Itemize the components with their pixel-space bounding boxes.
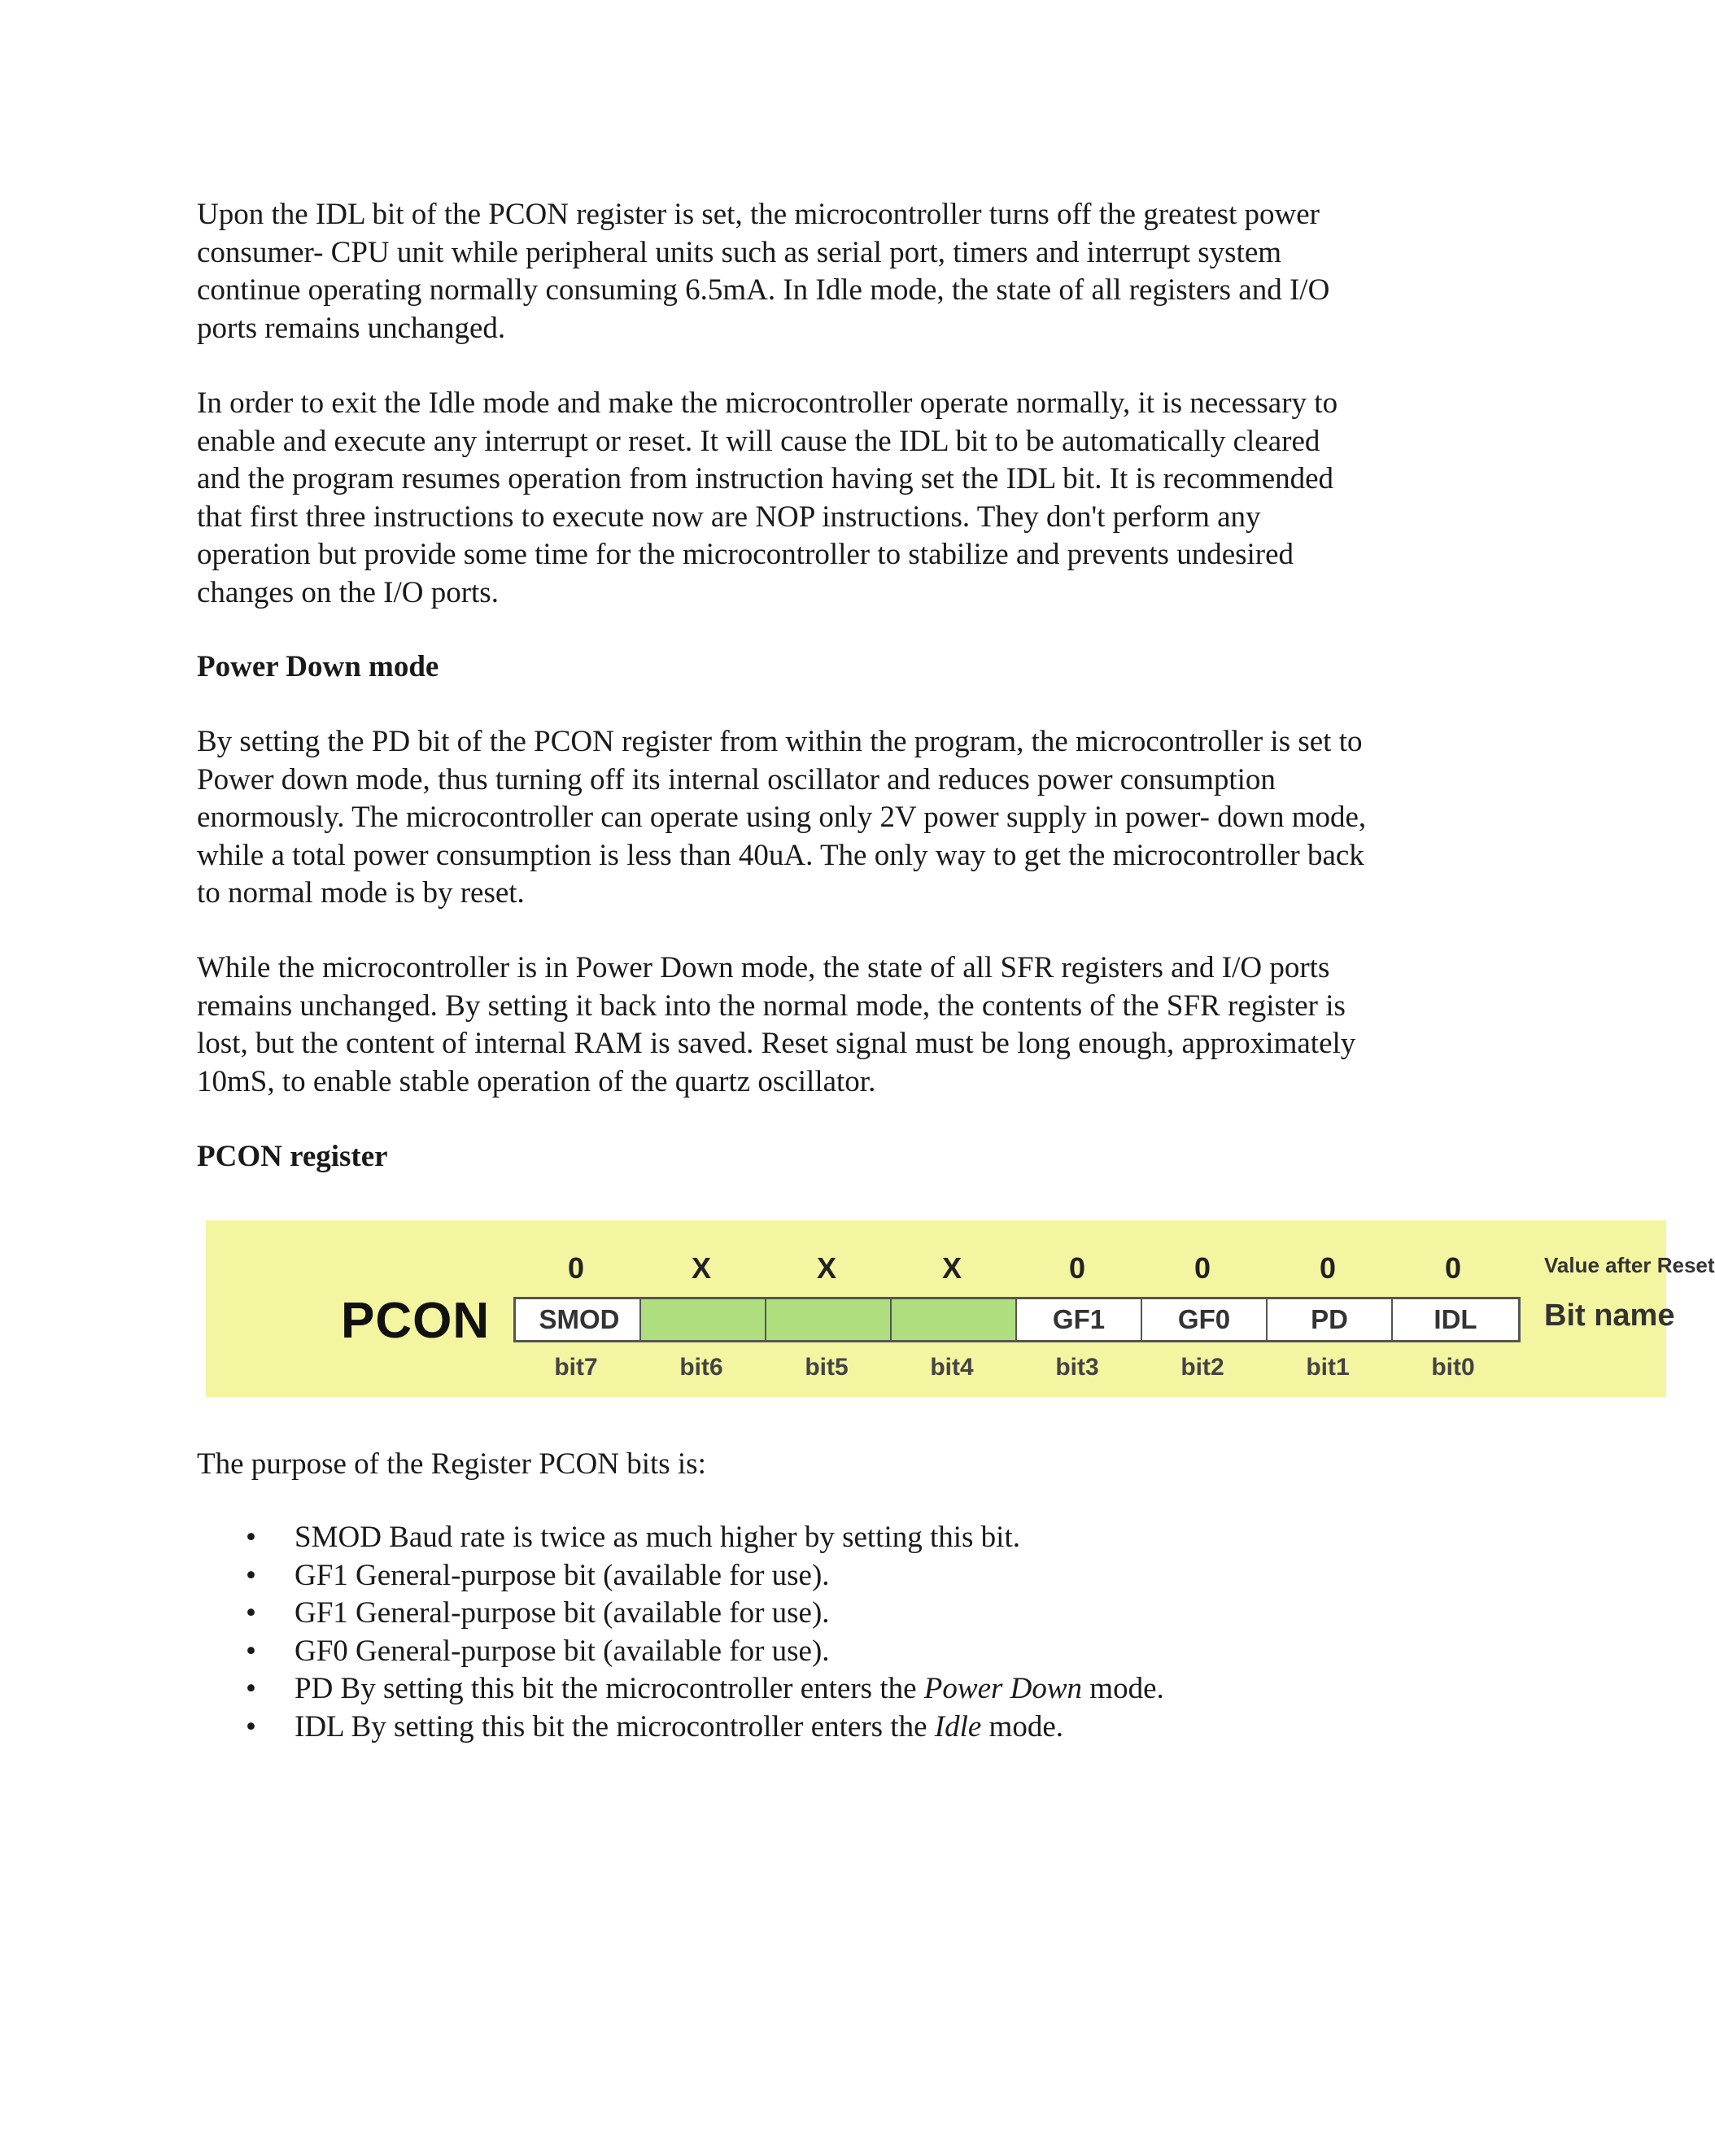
reset-value-bit7: 0 bbox=[567, 1251, 585, 1285]
bit-label: bit1 bbox=[1306, 1354, 1350, 1381]
pcon-bit-list bbox=[197, 1519, 1164, 1746]
bullet-icon: • bbox=[246, 1596, 256, 1630]
bit-cell-gf1: GF1 bbox=[1017, 1299, 1142, 1340]
pcon-register-diagram bbox=[206, 1220, 1715, 1397]
bit-label: bit7 bbox=[554, 1354, 598, 1381]
bit-cell-idl: IDL bbox=[1393, 1299, 1518, 1340]
paragraph-idle-2 bbox=[197, 385, 1515, 612]
bit-label: bit3 bbox=[1055, 1354, 1099, 1381]
paragraph-power-1 bbox=[197, 723, 1515, 913]
reset-value-bit3: 0 bbox=[1068, 1251, 1086, 1285]
text-line: remains unchanged. By setting it back into the normal mode, the contents of the SFR register is bbox=[197, 989, 1346, 1023]
bit-label: bit5 bbox=[805, 1354, 849, 1381]
list-item-emphasis: Idle bbox=[934, 1709, 982, 1744]
bit-cell-unused bbox=[641, 1299, 766, 1340]
bit-cell-gf0: GF0 bbox=[1142, 1299, 1268, 1340]
text-line: changes on the I/O ports. bbox=[197, 575, 499, 609]
list-item-text: PD By setting this bit the microcontroller enters the bbox=[295, 1672, 924, 1705]
list-item-text: GF1 General-purpose bit (available for use). bbox=[295, 1558, 830, 1592]
list-item bbox=[197, 1519, 1164, 1557]
text-line: enable and execute any interrupt or reset. It will cause the IDL bit to be automatically cleared bbox=[197, 424, 1320, 458]
legend-reset-value: Value after Reset bbox=[1544, 1253, 1715, 1277]
reset-value-row bbox=[513, 1251, 1516, 1285]
text-line: By setting the PD bit of the PCON register from within the program, the microcontroller is set to bbox=[197, 725, 1363, 758]
bullet-icon: • bbox=[246, 1634, 256, 1668]
text-line: Power down mode, thus turning off its internal oscillator and reduces power consumption bbox=[197, 762, 1276, 796]
bit-cell-unused bbox=[892, 1299, 1017, 1340]
bit-cell-unused bbox=[766, 1299, 892, 1340]
reset-value-bit6: X bbox=[691, 1251, 711, 1285]
reset-value-bit0: 0 bbox=[1444, 1251, 1462, 1285]
list-item-text: GF1 General-purpose bit (available for use). bbox=[295, 1596, 830, 1630]
text-line: that first three instructions to execute now are NOP instructions. They don't perform any bbox=[197, 500, 1261, 534]
bit-cell-pd: PD bbox=[1268, 1299, 1393, 1340]
text-line: While the microcontroller is in Power Down mode, the state of all SFR registers and I/O ports bbox=[197, 951, 1330, 984]
register-bit-cells bbox=[513, 1297, 1521, 1342]
text-line: ports remains unchanged. bbox=[197, 311, 506, 345]
bit-label: bit4 bbox=[930, 1354, 974, 1381]
bit-label-row bbox=[513, 1354, 1516, 1381]
list-item bbox=[197, 1557, 1164, 1595]
text-line: lost, but the content of internal RAM is saved. Reset signal must be long enough, approximately bbox=[197, 1027, 1356, 1060]
text-line: to normal mode is by reset. bbox=[197, 876, 525, 910]
list-item bbox=[197, 1670, 1164, 1709]
text-line: while a total power consumption is less than 40uA. The only way to get the microcontroller back bbox=[197, 838, 1364, 872]
list-item-text: IDL By setting this bit the microcontroller enters the bbox=[295, 1709, 935, 1744]
reset-value-bit2: 0 bbox=[1194, 1251, 1211, 1285]
bit-label: bit0 bbox=[1431, 1354, 1475, 1381]
legend-bit-name: Bit name bbox=[1544, 1298, 1675, 1333]
paragraph-power-2 bbox=[197, 949, 1515, 1101]
reset-value-bit1: 0 bbox=[1319, 1251, 1337, 1285]
bit-label: bit2 bbox=[1180, 1354, 1224, 1381]
text-line: consumer- CPU unit while peripheral units such as serial port, timers and interrupt system bbox=[197, 235, 1282, 269]
text-line: 10mS, to enable stable operation of the quartz oscillator. bbox=[197, 1064, 876, 1098]
bit-cell-smod: SMOD bbox=[516, 1299, 641, 1340]
list-item bbox=[197, 1633, 1164, 1671]
paragraph-purpose-intro: The purpose of the Register PCON bits is: bbox=[197, 1447, 706, 1481]
text-line: operation but provide some time for the microcontroller to stabilize and prevents undesired bbox=[197, 538, 1294, 571]
reset-value-bit4: X bbox=[941, 1251, 962, 1285]
list-item bbox=[197, 1709, 1164, 1747]
text-line: continue operating normally consuming 6.5mA. In Idle mode, the state of all registers and I/O bbox=[197, 273, 1330, 307]
list-item-text: GF0 General-purpose bit (available for use). bbox=[295, 1634, 830, 1668]
list-item bbox=[197, 1595, 1164, 1633]
paragraph-idle-1 bbox=[197, 196, 1515, 347]
list-item-text: SMOD Baud rate is twice as much higher by setting this bit. bbox=[295, 1521, 1020, 1554]
bullet-icon: • bbox=[246, 1558, 256, 1592]
list-item-emphasis: Power Down bbox=[923, 1672, 1083, 1705]
text-line: and the program resumes operation from instruction having set the IDL bit. It is recommended bbox=[197, 462, 1334, 495]
bullet-icon: • bbox=[246, 1672, 256, 1705]
heading-power-down: Power Down mode bbox=[197, 650, 439, 683]
reset-value-bit5: X bbox=[816, 1251, 836, 1285]
list-item-text-end: mode. bbox=[1082, 1672, 1164, 1705]
bullet-icon: • bbox=[246, 1709, 256, 1744]
text-line: enormously. The microcontroller can operate using only 2V power supply in power- down mode, bbox=[197, 801, 1367, 834]
list-item-text-end: mode. bbox=[981, 1709, 1063, 1744]
text-line: Upon the IDL bit of the PCON register is set, the microcontroller turns off the greatest power bbox=[197, 198, 1320, 231]
text-line: In order to exit the Idle mode and make the microcontroller operate normally, it is necessary to bbox=[197, 386, 1338, 420]
bullet-icon: • bbox=[246, 1521, 256, 1554]
heading-pcon-register: PCON register bbox=[197, 1140, 388, 1173]
register-name: PCON bbox=[341, 1293, 491, 1349]
bit-label: bit6 bbox=[679, 1354, 723, 1381]
